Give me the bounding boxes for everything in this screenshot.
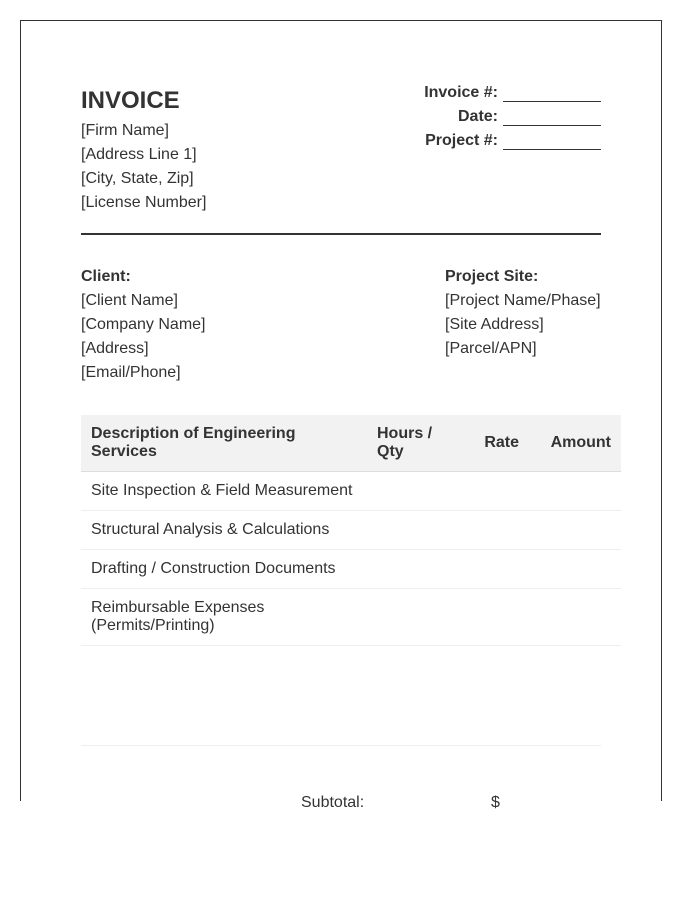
client-email-phone: [Email/Phone] bbox=[81, 364, 181, 381]
invoice-meta bbox=[341, 81, 601, 153]
invoice-number-label: Invoice #: bbox=[424, 84, 498, 101]
date-field[interactable] bbox=[503, 109, 601, 126]
client-block bbox=[81, 265, 341, 385]
table-row bbox=[81, 589, 621, 646]
table-header-row bbox=[81, 415, 621, 472]
row-rate[interactable] bbox=[465, 550, 529, 589]
invoice-title: INVOICE bbox=[81, 87, 180, 114]
row-description: Structural Analysis & Calculations bbox=[81, 511, 367, 550]
firm-city-state-zip: [City, State, Zip] bbox=[81, 170, 194, 187]
header-divider bbox=[81, 233, 601, 235]
row-amount[interactable] bbox=[529, 589, 621, 646]
site-address: [Site Address] bbox=[445, 316, 544, 333]
row-amount[interactable] bbox=[529, 550, 621, 589]
client-address: [Address] bbox=[81, 340, 149, 357]
project-name-phase: [Project Name/Phase] bbox=[445, 292, 601, 309]
row-hours-qty[interactable] bbox=[367, 511, 465, 550]
project-number-row bbox=[341, 129, 601, 153]
client-name: [Client Name] bbox=[81, 292, 178, 309]
table-end-line bbox=[81, 745, 601, 746]
table-row bbox=[81, 472, 621, 511]
client-company-name: [Company Name] bbox=[81, 316, 206, 333]
row-rate[interactable] bbox=[465, 589, 529, 646]
row-hours-qty[interactable] bbox=[367, 589, 465, 646]
project-site-heading: Project Site: bbox=[445, 268, 539, 285]
firm-block bbox=[81, 87, 381, 215]
project-number-label: Project #: bbox=[425, 132, 498, 149]
row-description: Site Inspection & Field Measurement bbox=[81, 472, 367, 511]
table-row bbox=[81, 550, 621, 589]
subtotal-currency: $ bbox=[491, 794, 500, 811]
header-hours-qty: Hours / Qty bbox=[367, 415, 465, 472]
table-row bbox=[81, 511, 621, 550]
invoice-number-row bbox=[341, 81, 601, 105]
client-heading: Client: bbox=[81, 268, 131, 285]
header-amount: Amount bbox=[529, 415, 621, 472]
row-description: Reimbursable Expenses (Permits/Printing) bbox=[81, 589, 367, 646]
services-table bbox=[81, 415, 621, 646]
subtotal-label: Subtotal: bbox=[301, 794, 365, 811]
parcel-apn: [Parcel/APN] bbox=[445, 340, 537, 357]
row-rate[interactable] bbox=[465, 472, 529, 511]
row-hours-qty[interactable] bbox=[367, 472, 465, 511]
project-number-field[interactable] bbox=[503, 133, 601, 150]
header-description: Description of Engineering Services bbox=[81, 415, 367, 472]
services-table-wrap bbox=[81, 415, 611, 646]
invoice-page bbox=[20, 20, 662, 811]
firm-license-number: [License Number] bbox=[81, 194, 207, 211]
project-site-block bbox=[445, 265, 625, 361]
firm-address-line-1: [Address Line 1] bbox=[81, 146, 197, 163]
row-description: Drafting / Construction Documents bbox=[81, 550, 367, 589]
row-hours-qty[interactable] bbox=[367, 550, 465, 589]
firm-name: [Firm Name] bbox=[81, 122, 169, 139]
date-label: Date: bbox=[457, 108, 498, 125]
row-amount[interactable] bbox=[529, 472, 621, 511]
invoice-number-field[interactable] bbox=[503, 85, 601, 102]
row-rate[interactable] bbox=[465, 511, 529, 550]
row-amount[interactable] bbox=[529, 511, 621, 550]
header-rate: Rate bbox=[465, 415, 529, 472]
date-row bbox=[341, 105, 601, 129]
